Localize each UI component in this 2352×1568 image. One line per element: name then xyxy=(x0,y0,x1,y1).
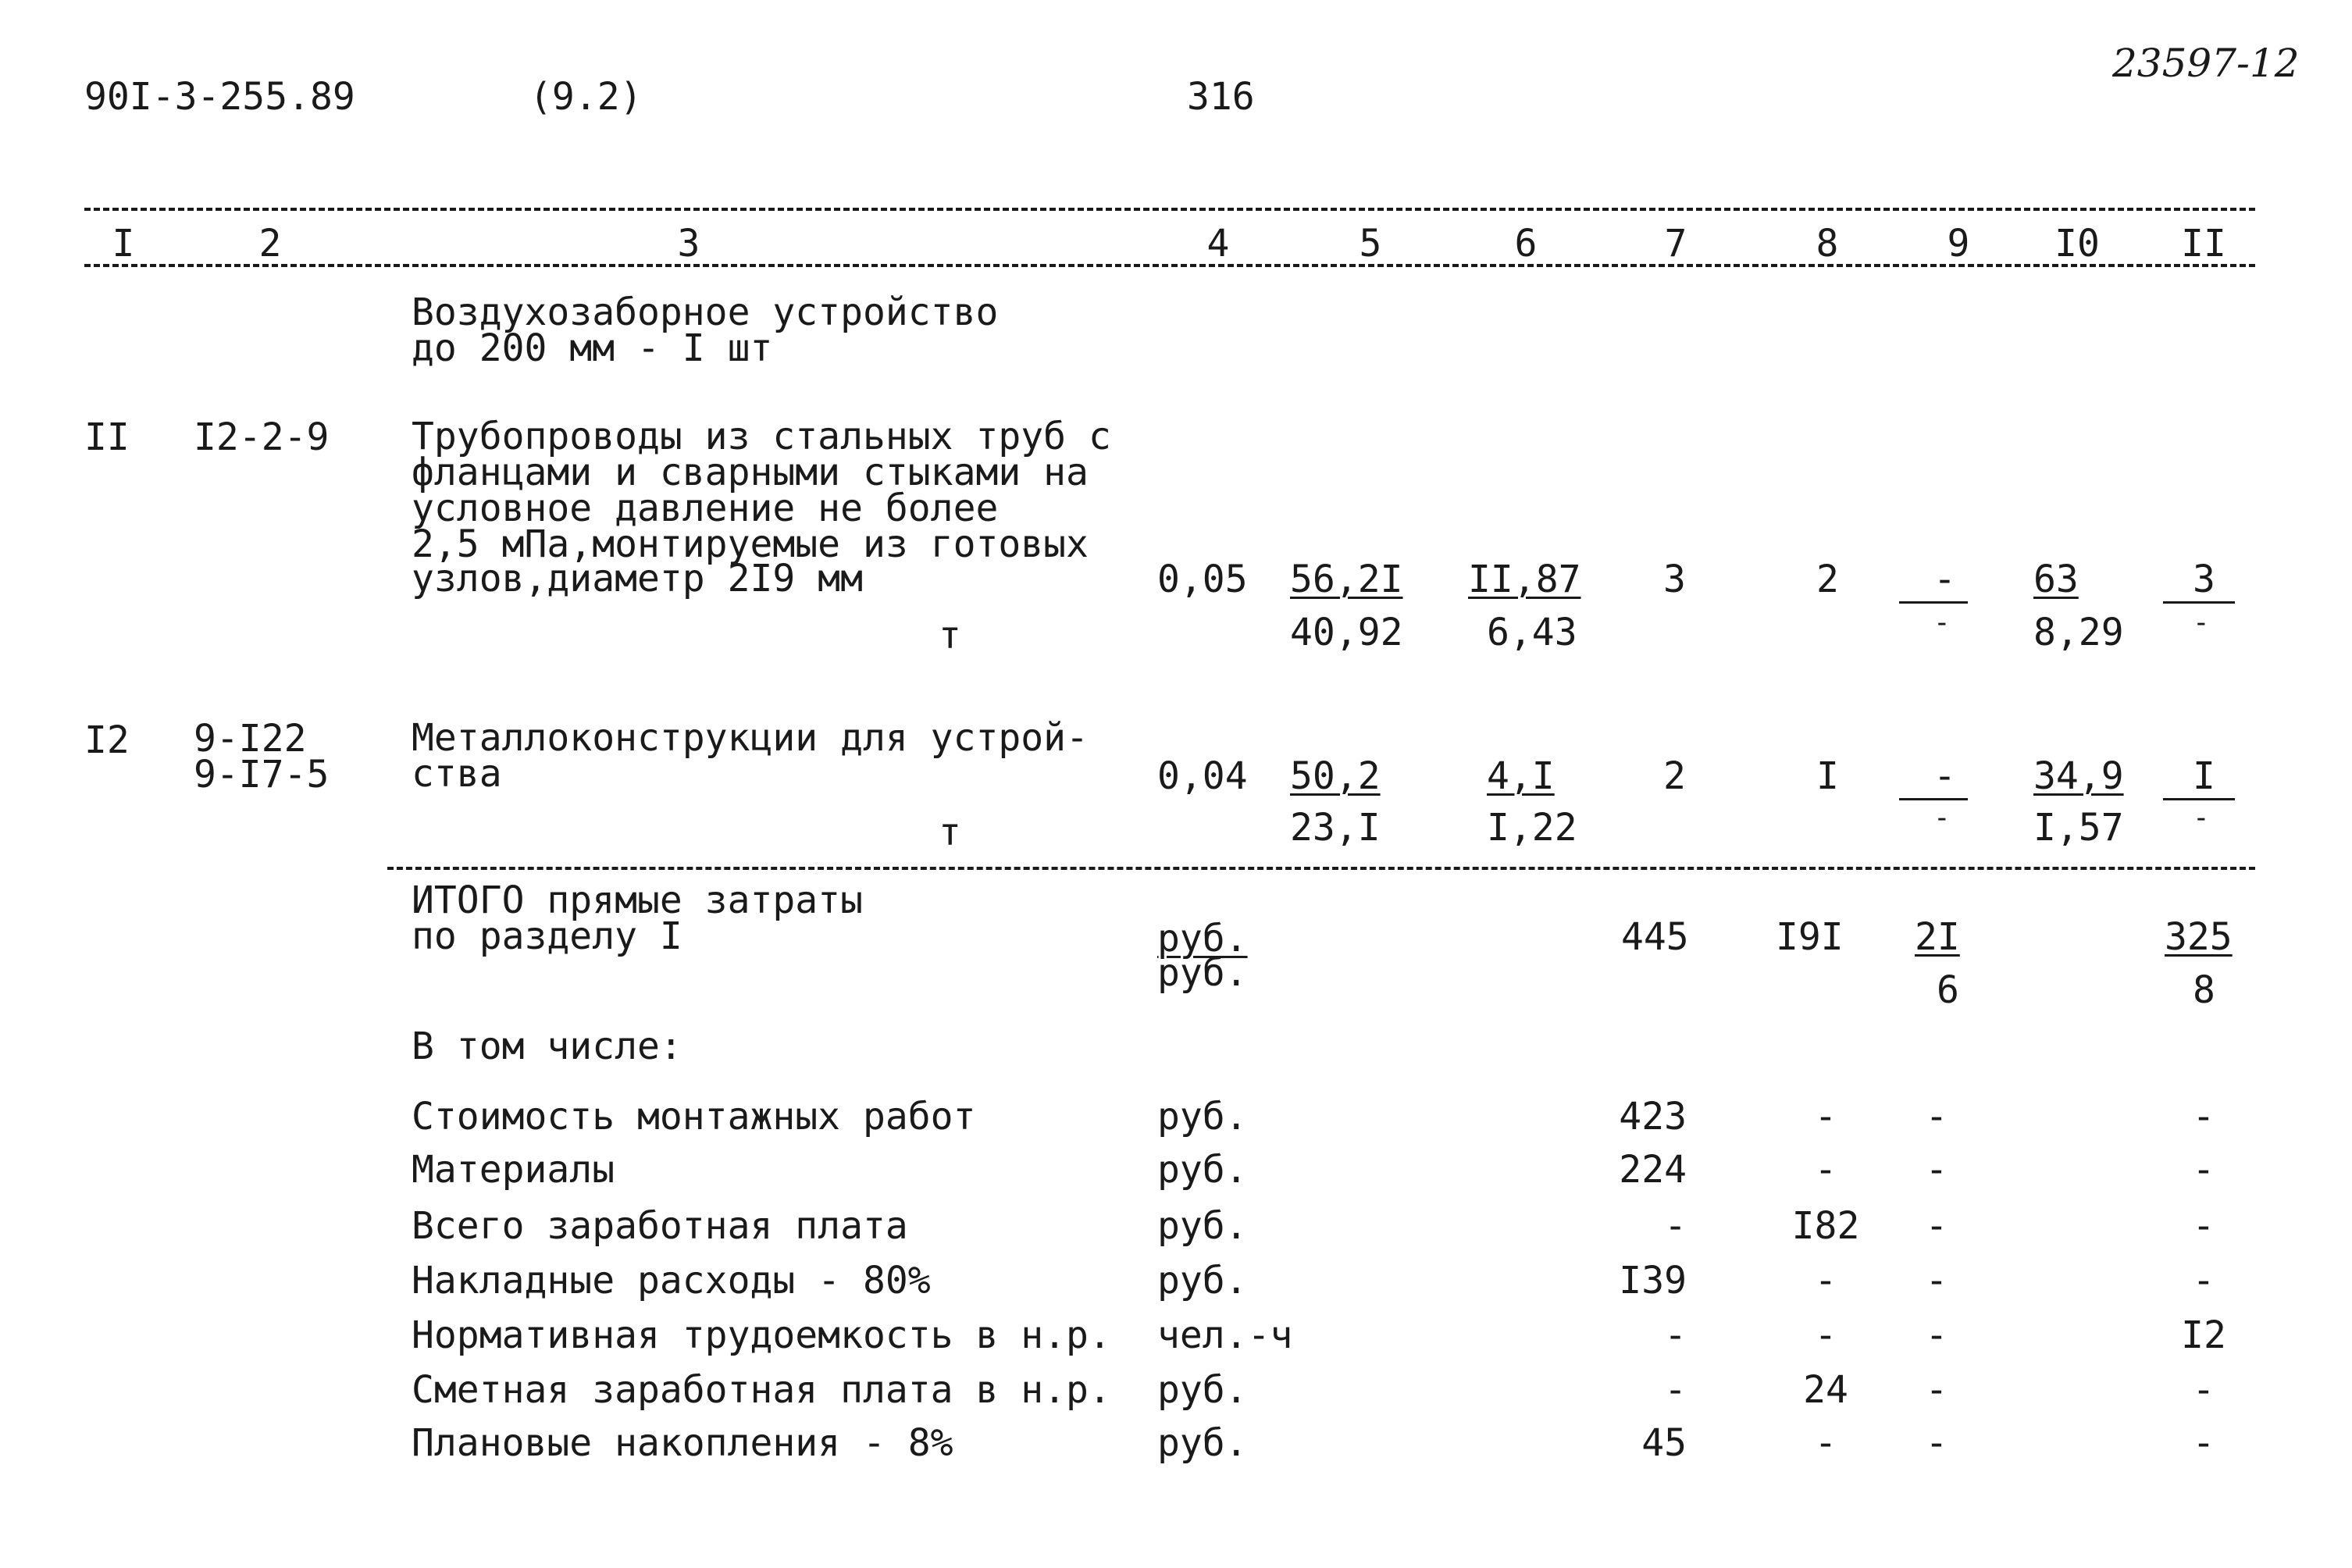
archive-stamp: 23597-12 xyxy=(2112,41,2300,86)
breakdown-col9: - xyxy=(1925,1148,1948,1192)
value-col9-top: - xyxy=(1933,754,1956,798)
quantity: 0,05 xyxy=(1157,558,1248,601)
breakdown-col11: - xyxy=(2192,1421,2215,1465)
item-description-line: Металлоконструкции для устрой- xyxy=(412,716,1089,760)
value-col11-bottom: - xyxy=(2193,607,2210,639)
value-col10-bottom: I,57 xyxy=(2033,806,2124,850)
value-col10-bottom: 8,29 xyxy=(2033,611,2124,654)
breakdown-col11: - xyxy=(2192,1148,2215,1192)
breakdown-col7: - xyxy=(1664,1204,1687,1248)
breakdown-col11: - xyxy=(2192,1095,2215,1139)
breakdown-label: Стоимость монтажных работ xyxy=(412,1095,976,1139)
row-number: I2 xyxy=(84,718,130,762)
header-rule-top xyxy=(84,208,2255,211)
totals-col8: I9I xyxy=(1776,915,1844,959)
fraction-bar xyxy=(1899,601,1968,604)
unit: т xyxy=(939,811,961,854)
breakdown-col8: - xyxy=(1814,1148,1837,1192)
breakdown-unit: руб. xyxy=(1157,1095,1248,1139)
col-header-2: 2 xyxy=(258,222,282,265)
breakdown-col8: - xyxy=(1814,1095,1837,1139)
rate-code: 9-I7-5 xyxy=(194,753,330,796)
breakdown-col7: - xyxy=(1664,1313,1687,1357)
value-col11-bottom: - xyxy=(2193,802,2210,834)
fraction-bar xyxy=(2163,601,2235,604)
item-description-line: условное давление не более xyxy=(412,486,999,530)
value-col7: 2 xyxy=(1663,754,1686,798)
totals-col9-top: 2I xyxy=(1915,915,1960,959)
cost-col6-bottom: I,22 xyxy=(1487,806,1577,850)
document-code: 90I-3-255.89 xyxy=(84,75,355,119)
col-header-6: 6 xyxy=(1514,222,1538,265)
item-description-line: ства xyxy=(412,752,502,796)
cost-col6-top: II,87 xyxy=(1468,558,1581,601)
item-description-line: фланцами и сварными стыками на xyxy=(412,451,1089,494)
breakdown-col8: I82 xyxy=(1791,1204,1860,1248)
breakdown-col11: - xyxy=(2192,1368,2215,1412)
breakdown-col11: I2 xyxy=(2181,1313,2226,1357)
breakdown-col7: - xyxy=(1664,1368,1687,1412)
breakdown-label: Материалы xyxy=(412,1148,615,1192)
totals-unit-top: руб. xyxy=(1157,917,1248,960)
col-header-4: 4 xyxy=(1206,222,1230,265)
breakdown-col9: - xyxy=(1925,1204,1948,1248)
totals-rule xyxy=(387,867,2255,870)
value-col9-bottom: - xyxy=(1933,607,1951,639)
breakdown-unit: чел.-ч xyxy=(1157,1313,1293,1357)
breakdown-col11: - xyxy=(2192,1259,2215,1303)
breakdown-unit: руб. xyxy=(1157,1421,1248,1465)
breakdown-col8: 24 xyxy=(1803,1368,1848,1412)
breakdown-col9: - xyxy=(1925,1368,1948,1412)
breakdown-label: Нормативная трудоемкость в н.р. xyxy=(412,1313,1111,1357)
breakdown-unit: руб. xyxy=(1157,1368,1248,1412)
totals-label-line: по разделу I xyxy=(412,914,682,958)
header-rule-bottom xyxy=(84,264,2255,267)
breakdown-col9: - xyxy=(1925,1313,1948,1357)
breakdown-col9: - xyxy=(1925,1095,1948,1139)
breakdown-col7: 224 xyxy=(1619,1148,1687,1192)
breakdown-col11: - xyxy=(2192,1204,2215,1248)
page-number: 316 xyxy=(1187,75,1255,119)
breakdown-label: Плановые накопления - 8% xyxy=(412,1421,953,1465)
value-col7: 3 xyxy=(1663,558,1686,601)
item-description-line: Трубопроводы из стальных труб с xyxy=(412,415,1111,458)
row-number: II xyxy=(84,415,130,459)
rate-code: I2-2-9 xyxy=(194,415,330,459)
totals-unit-bottom: руб. xyxy=(1157,951,1248,995)
breakdown-label: Накладные расходы - 80% xyxy=(412,1259,931,1303)
value-col11-top: 3 xyxy=(2193,558,2215,601)
totals-col11-top: 325 xyxy=(2165,915,2233,959)
item-description-line: 2,5 мПа,монтируемые из готовых xyxy=(412,522,1089,566)
col-header-5: 5 xyxy=(1359,222,1382,265)
quantity: 0,04 xyxy=(1157,754,1248,798)
breakdown-unit: руб. xyxy=(1157,1259,1248,1303)
col-header-7: 7 xyxy=(1664,222,1687,265)
section-number: (9.2) xyxy=(529,75,643,119)
breakdown-col7: I39 xyxy=(1619,1259,1687,1303)
cost-col5-bottom: 23,I xyxy=(1290,806,1381,850)
value-col8: 2 xyxy=(1816,558,1839,601)
item-description-line: узлов,диаметр 2I9 мм xyxy=(412,557,863,600)
value-col10-top: 34,9 xyxy=(2033,754,2124,798)
totals-col9-bottom: 6 xyxy=(1937,968,1959,1012)
intro-line-2: до 200 мм - I шт xyxy=(412,326,773,370)
value-col11-top: I xyxy=(2193,754,2215,798)
col-header-9: 9 xyxy=(1947,222,1970,265)
cost-col6-bottom: 6,43 xyxy=(1487,611,1577,654)
totals-label-line: ИТОГО прямые затраты xyxy=(412,878,863,922)
breakdown-col8: - xyxy=(1814,1421,1837,1465)
rate-code: 9-I22 xyxy=(194,717,307,761)
value-col8: I xyxy=(1816,754,1839,798)
value-col10-top: 63 xyxy=(2033,558,2079,601)
fraction-bar xyxy=(1899,798,1968,800)
col-header-8: 8 xyxy=(1816,222,1839,265)
col-header-3: 3 xyxy=(677,222,700,265)
totals-col7: 445 xyxy=(1621,915,1689,959)
col-header-10: I0 xyxy=(2054,222,2100,265)
value-col9-top: - xyxy=(1933,558,1956,601)
breakdown-label: Всего заработная плата xyxy=(412,1204,908,1248)
intro-line-1: Воздухозаборное устройство xyxy=(412,290,999,334)
fraction-bar xyxy=(2163,798,2235,800)
totals-col11-bottom: 8 xyxy=(2193,968,2215,1012)
breakdown-unit: руб. xyxy=(1157,1204,1248,1248)
col-header-1: I xyxy=(112,222,135,265)
breakdown-col7: 45 xyxy=(1641,1421,1687,1465)
value-col9-bottom: - xyxy=(1933,802,1951,834)
cost-col6-top: 4,I xyxy=(1487,754,1555,798)
breakdown-label: Сметная заработная плата в н.р. xyxy=(412,1368,1111,1412)
breakdown-col8: - xyxy=(1814,1313,1837,1357)
breakdown-col9: - xyxy=(1925,1421,1948,1465)
breakdown-col8: - xyxy=(1814,1259,1837,1303)
unit: т xyxy=(939,614,961,657)
cost-col5-top: 56,2I xyxy=(1290,558,1403,601)
col-header-11: II xyxy=(2181,222,2226,265)
breakdown-col7: 423 xyxy=(1619,1095,1687,1139)
cost-col5-top: 50,2 xyxy=(1290,754,1381,798)
breakdown-unit: руб. xyxy=(1157,1148,1248,1192)
cost-col5-bottom: 40,92 xyxy=(1290,611,1403,654)
including-label: В том числе: xyxy=(412,1025,682,1068)
breakdown-col9: - xyxy=(1925,1259,1948,1303)
